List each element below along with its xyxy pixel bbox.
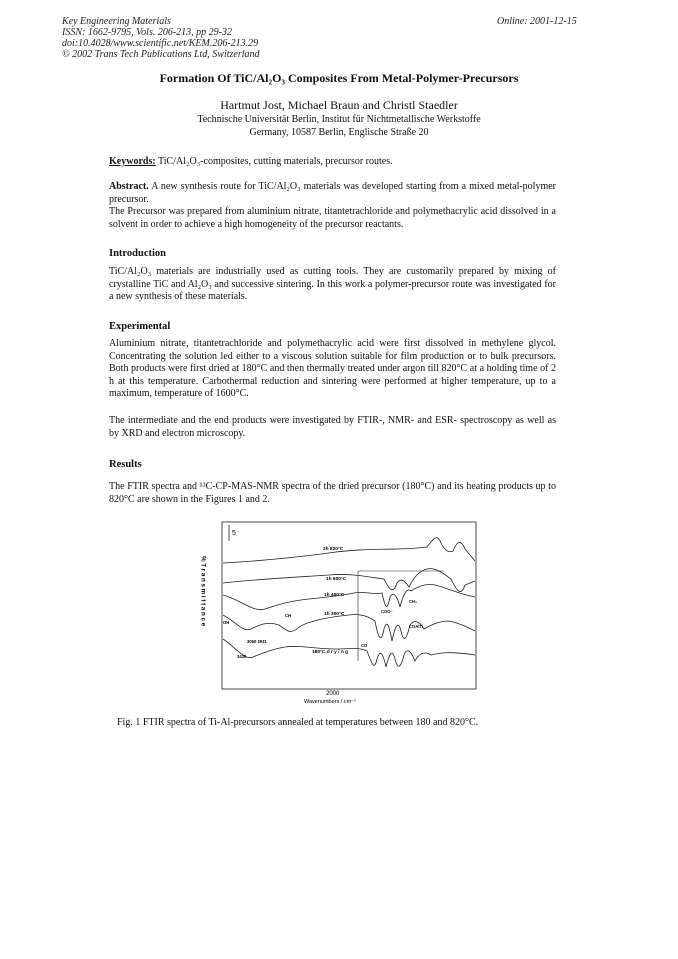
band-label: 3060 2931	[247, 639, 267, 644]
curve-label: 1h 600°C	[326, 577, 347, 582]
x-tick-label: 2000	[326, 691, 340, 697]
journal-doi: doi:10.4028/www.scientific.net/KEM.206-213.29	[62, 38, 259, 49]
curve-label: 1h 300°C	[324, 612, 345, 617]
band-label: CH	[285, 613, 292, 618]
results-text: The FTIR spectra and ¹³C-CP-MAS-NMR spectra of the dried precursor (180°C) and its heating products up to 820°C are shown in the Figures 1 and 2.	[109, 481, 556, 505]
section-heading-experimental: Experimental	[109, 321, 171, 332]
y-axis-label-text: % T r a n s m i t t a n c e	[199, 556, 207, 627]
introduction-text: TiC/Al₂O₃ materials are industrially used as cutting tools. They are customarily prepared by mixing of crystalline TiC and Al₂O₃ and successive sintering. In this work a polymer-precursor route was investigated for a new synthesis of these materials.	[109, 266, 556, 302]
affiliation	[0, 113, 678, 139]
band-label: CH₃	[409, 599, 417, 604]
spectrum-600	[223, 569, 475, 592]
paper-title: Formation Of TiC/Al₂O₃ Composites From Metal-Polymer-Precursors	[159, 71, 519, 85]
curve-labels	[312, 546, 348, 655]
spectra-curves	[223, 538, 475, 667]
band-label: CO	[361, 643, 368, 648]
affiliation-line: Technische Universität Berlin, Institut für Nichtmetallische Werkstoffe	[197, 114, 481, 125]
experimental-text-2: The intermediate and the end products were investigated by FTIR-, NMR- and ESR- spectroscopy as well as by XRD and electron microscopy.	[109, 415, 556, 439]
band-label: COO⁻	[381, 609, 393, 614]
scale-label: 5	[232, 530, 236, 537]
y-axis-label	[200, 556, 207, 627]
abstract-label: Abstract.	[109, 181, 149, 192]
experimental-text: Aluminium nitrate, titantetrachloride and polymethacrylic acid were first dissolved in methylene glycol. Concentrating the solution led either to a viscous solution suitable for film production or to bulk precursors. Both products were first dried at 180°C and then thermally treated under argon till 820°C at a holding time of 2 h at this temperature. Carbothermal reduction and sintering were performed at higher temperature, up to a maximum, temperature of 1600°C.	[109, 338, 556, 399]
abstract-text-2: The Precursor was prepared from aluminium nitrate, titantetrachloride and polymethacrylic acid dissolved in a solvent in order to achieve a high homogeneity of the precursor reactants.	[109, 206, 556, 230]
journal-copyright: © 2002 Trans Tech Publications Ltd, Switzerland	[62, 49, 260, 60]
spectrum-300	[223, 614, 475, 641]
abstract	[109, 181, 556, 231]
keywords-text: TiC/Al₂O₃-composites, cutting materials, precursor routes.	[158, 156, 393, 167]
figure-frame	[222, 522, 476, 689]
band-label: COAlTi	[409, 624, 424, 629]
spectrum-450	[223, 584, 475, 609]
spectrum-820	[223, 538, 475, 563]
curve-label: 1h 450°C	[324, 593, 345, 598]
ftir-figure	[199, 521, 477, 707]
band-label: OH	[223, 620, 230, 625]
journal-name: Key Engineering Materials	[62, 16, 171, 27]
online-date: Online: 2001-12-15	[497, 16, 577, 27]
curve-label: 180°C,d r y i n g	[312, 650, 349, 655]
band-label: 3430	[237, 654, 247, 659]
curve-label: 2h 820°C	[323, 547, 344, 552]
keywords-label: Keywords:	[109, 156, 156, 167]
figure-caption: Fig. 1 FTIR spectra of Ti-Al-precursors annealed at temperatures between 180 and 820°C.	[117, 717, 479, 728]
section-heading-introduction: Introduction	[109, 248, 166, 259]
section-heading-results: Results	[109, 459, 142, 470]
journal-header	[62, 16, 260, 60]
journal-issn: ISSN: 1662-9795, Vols. 206-213, pp 29-32	[62, 27, 232, 38]
affiliation-line: Germany, 10587 Berlin, Englische Straße 20	[249, 127, 429, 138]
paper-authors: Hartmut Jost, Michael Braun and Christl Staedler	[220, 98, 458, 112]
abstract-text: A new synthesis route for TiC/Al₂O₃ materials was developed starting from a mixed metal-polymer precursor.	[109, 181, 557, 205]
x-axis-label: Wavenumbers / cm⁻¹	[304, 699, 356, 705]
keywords	[109, 156, 556, 169]
